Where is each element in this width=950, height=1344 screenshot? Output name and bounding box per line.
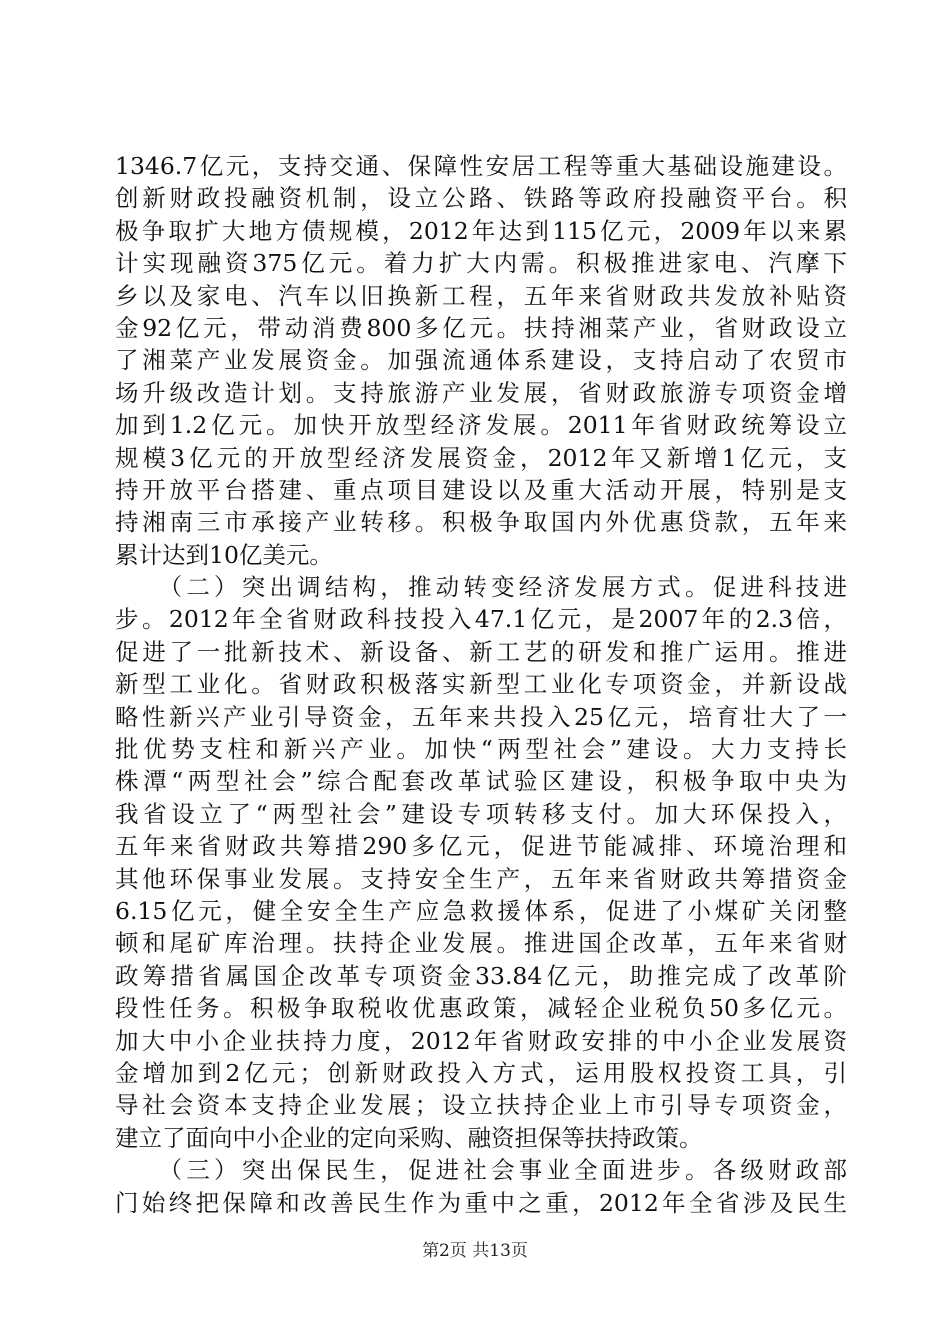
text-line: （三）突出保民生，促进社会事业全面进步。各级财政部	[115, 1156, 847, 1185]
text-line: 导社会资本支持企业发展；设立扶持企业上市引导专项资金，	[115, 1091, 847, 1120]
text-line: 金增加到2亿元；创新财政投入方式，运用股权投资工具，引	[115, 1058, 847, 1087]
text-line: 1346.7亿元，支持交通、保障性安居工程等重大基础设施建设。	[115, 152, 847, 180]
text-line: 其他环保事业发展。支持安全生产，五年来省财政共筹措资金	[115, 864, 847, 893]
text-line: 促进了一批新技术、新设备、新工艺的研发和推广运用。推进	[115, 637, 847, 666]
text-line: 门始终把保障和改善民生作为重中之重，2012年全省涉及民生	[115, 1188, 847, 1217]
text-line: 计实现融资375亿元。着力扩大内需。积极推进家电、汽摩下	[115, 249, 847, 278]
text-line: 五年来省财政共筹措290多亿元，促进节能减排、环境治理和	[115, 832, 847, 861]
text-line: 持湘南三市承接产业转移。积极争取国内外优惠贷款，五年来	[115, 508, 847, 537]
text-line: 新型工业化。省财政积极落实新型工业化专项资金，并新设战	[115, 670, 847, 699]
text-line: 顿和尾矿库治理。扶持企业发展。推进国企改革，五年来省财	[115, 929, 847, 958]
text-line: 场升级改造计划。支持旅游产业发展，省财政旅游专项资金增	[115, 378, 847, 407]
text-line: 段性任务。积极争取税收优惠政策，减轻企业税负50多亿元。	[115, 994, 847, 1023]
body-text	[115, 150, 847, 1219]
text-line: 我省设立了“两型社会”建设专项转移支付。加大环保投入，	[115, 799, 847, 828]
text-line: 创新财政投融资机制，设立公路、铁路等政府投融资平台。积	[115, 184, 847, 213]
text-line: 6.15亿元，健全安全生产应急救援体系，促进了小煤矿关闭整	[115, 896, 847, 925]
text-line: 规模3亿元的开放型经济发展资金，2012年又新增1亿元，支	[115, 443, 847, 472]
text-line: 加到1.2亿元。加快开放型经济发展。2011年省财政统筹设立	[115, 411, 847, 440]
text-line: 金92亿元，带动消费800多亿元。扶持湘菜产业，省财政设立	[115, 313, 847, 342]
text-line: 累计达到10亿美元。	[115, 540, 333, 569]
text-line: 加大中小企业扶持力度，2012年省财政安排的中小企业发展资	[115, 1026, 847, 1055]
text-line: 乡以及家电、汽车以旧换新工程，五年来省财政共发放补贴资	[115, 281, 847, 310]
text-line: 株潭“两型社会”综合配套改革试验区建设，积极争取中央为	[115, 767, 847, 796]
text-line: （二）突出调结构，推动转变经济发展方式。促进科技进	[115, 573, 847, 602]
text-line: 了湘菜产业发展资金。加强流通体系建设，支持启动了农贸市	[115, 346, 847, 375]
text-line: 步。2012年全省财政科技投入47.1亿元，是2007年的2.3倍，	[115, 605, 847, 634]
text-line: 持开放平台搭建、重点项目建设以及重大活动开展，特别是支	[115, 475, 847, 504]
text-line: 极争取扩大地方债规模，2012年达到115亿元，2009年以来累	[115, 216, 847, 245]
text-line: 政筹措省属国企改革专项资金33.84亿元，助推完成了改革阶	[115, 961, 847, 990]
text-line: 建立了面向中小企业的定向采购、融资担保等扶持政策。	[115, 1123, 703, 1152]
text-line: 略性新兴产业引导资金，五年来共投入25亿元，培育壮大了一	[115, 702, 847, 731]
text-line: 批优势支柱和新兴产业。加快“两型社会”建设。大力支持长	[115, 735, 847, 764]
page-footer: 第2页 共13页	[422, 1241, 528, 1261]
